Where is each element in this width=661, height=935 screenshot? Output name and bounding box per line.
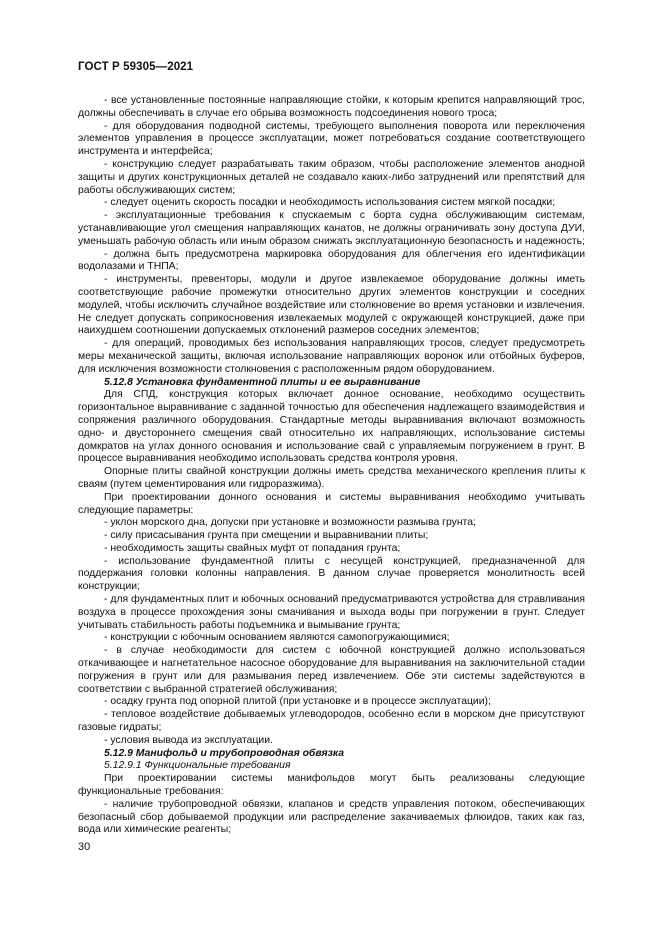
list-item: - в случае необходимости для систем с юбочной конструкцией должно использоваться откачивающее и нагнетательное насосное оборудование для выравнивания на заключительной стадии погружения в грунт или для размывания перед извлечением. Обе эти системы задействуются в соответствии с выбранной стратегией обслуживания;	[78, 645, 585, 695]
list-item: - для оборудования подводной системы, требующего выполнения поворота или переключения элементов управления в процессе эксплуатации, может потребоваться создание соответствующего инструмента и интерфейса;	[78, 120, 585, 158]
list-item: - тепловое воздействие добываемых углеводородов, особенно если в морском дне присутствуют газовые гидраты;	[78, 709, 585, 734]
page-number: 30	[78, 841, 91, 853]
list-item: - конструкцию следует разрабатывать таким образом, чтобы расположение элементов анодной защиты и других конструкционных деталей не создавало каких-либо затруднений или препятствий для работы обслуживающих систем;	[78, 158, 585, 196]
paragraph: При проектировании системы манифольдов могут быть реализованы следующие функциональные требования:	[78, 773, 585, 798]
list-item: - использование фундаментной плиты с несущей конструкцией, предназначенной для поддержания головки колонны направления. В данном случае проверяется монолитность всей конструкции;	[78, 555, 585, 593]
list-item: - конструкции с юбочным основанием являются самопогружающимися;	[104, 632, 450, 644]
list-item: - для фундаментных плит и юбочных оснований предусматриваются устройства для стравливания воздуха в процессе прохождения зоны смачивания и выхода воды при погружении в грунт. Следует учитывать стабильность работы подъемника и вымывание грунта;	[78, 594, 585, 631]
list-item: - силу присасывания грунта при смещении и выравнивании плиты;	[104, 530, 429, 542]
document-code-header: ГОСТ Р 59305—2021	[78, 61, 194, 73]
list-item: - необходимость защиты свайных муфт от попадания грунта;	[104, 542, 401, 554]
list-item: - наличие трубопроводной обвязки, клапанов и средств управления потоком, обеспечивающих безопасный сбор добываемой продукции или распределение закачиваемых флюидов, таких как газ, вода или химические реагенты;	[78, 798, 585, 836]
list-item: - следует оценить скорость посадки и необходимость использования систем мягкой посадки;	[104, 197, 556, 209]
list-item: - условия вывода из эксплуатации.	[104, 734, 273, 746]
list-item: - уклон морского дна, допуски при установке и возможности размыва грунта;	[104, 517, 476, 529]
subsection-heading-5-12-9-1: 5.12.9.1 Функциональные требования	[104, 760, 291, 772]
paragraph: При проектировании донного основания и системы выравнивания необходимо учитывать следующие параметры:	[78, 491, 585, 516]
section-heading-5-12-8: 5.12.8 Установка фундаментной плиты и ее выравнивание	[104, 376, 421, 388]
section-heading-5-12-9: 5.12.9 Манифольд и трубопроводная обвязка	[104, 747, 345, 759]
list-item: - эксплуатационные требования к спускаемым с борта судна обслуживающим системам, устанавливающие угол смещения направляющих канатов, не должны ограничивать зону доступа ДУИ, уменьшать рабочую область или иным образом снижать эксплуатационную безопасность и надежность;	[78, 210, 585, 247]
list-item: - для операций, проводимых без использования направляющих тросов, следует предусмотреть меры механической защиты, включая использование направляющих воронок или отбойных буферов, для исключения возможности столкновения с расположенным рядом оборудованием.	[78, 338, 585, 375]
paragraph: Опорные плиты свайной конструкции должны иметь средства механического крепления плиты к сваям (путем цементирования или гидроразжима).	[78, 466, 585, 490]
list-item: - инструменты, превенторы, модули и другое извлекаемое оборудование должны иметь соответствующие рабочие промежутки относительно других элементов конструкции и соседних модулей, чтобы исключить случайное воздействие или столкновение во время установки и извлечения. Не следует допускать соприкосновения извлекаемых модулей с окружающей конструкцией, даже при наихудшем соотношении допускаемых отклонений размеров соседних элементов;	[78, 274, 585, 337]
list-item: - все установленные постоянные направляющие стойки, к которым крепится направляющий трос, должны обеспечивать в случае его обрыва возможность подсоединения нового троса;	[78, 95, 585, 119]
list-item: - должна быть предусмотрена маркировка оборудования для облегчения его идентификации водолазами и ТНПА;	[78, 248, 585, 273]
paragraph: Для СПД, конструкция которых включает донное основание, необходимо осуществить горизонтальное выравнивание с заданной точностью для обеспечения надлежащего взаимодействия и сопряжения различного оборудования. Стандартные методы выравнивания включают возможность одно- и двустороннего смещения свай относительно их направляющих, использование системы домкратов на углах донного основания и использование свай с управляемым погружением в грунт. В процессе выравнивания необходимо использовать средства контроля уровня.	[78, 389, 585, 465]
list-item: - осадку грунта под опорной плитой (при установке и в процессе эксплуатации);	[104, 696, 491, 708]
body-text	[78, 95, 585, 837]
